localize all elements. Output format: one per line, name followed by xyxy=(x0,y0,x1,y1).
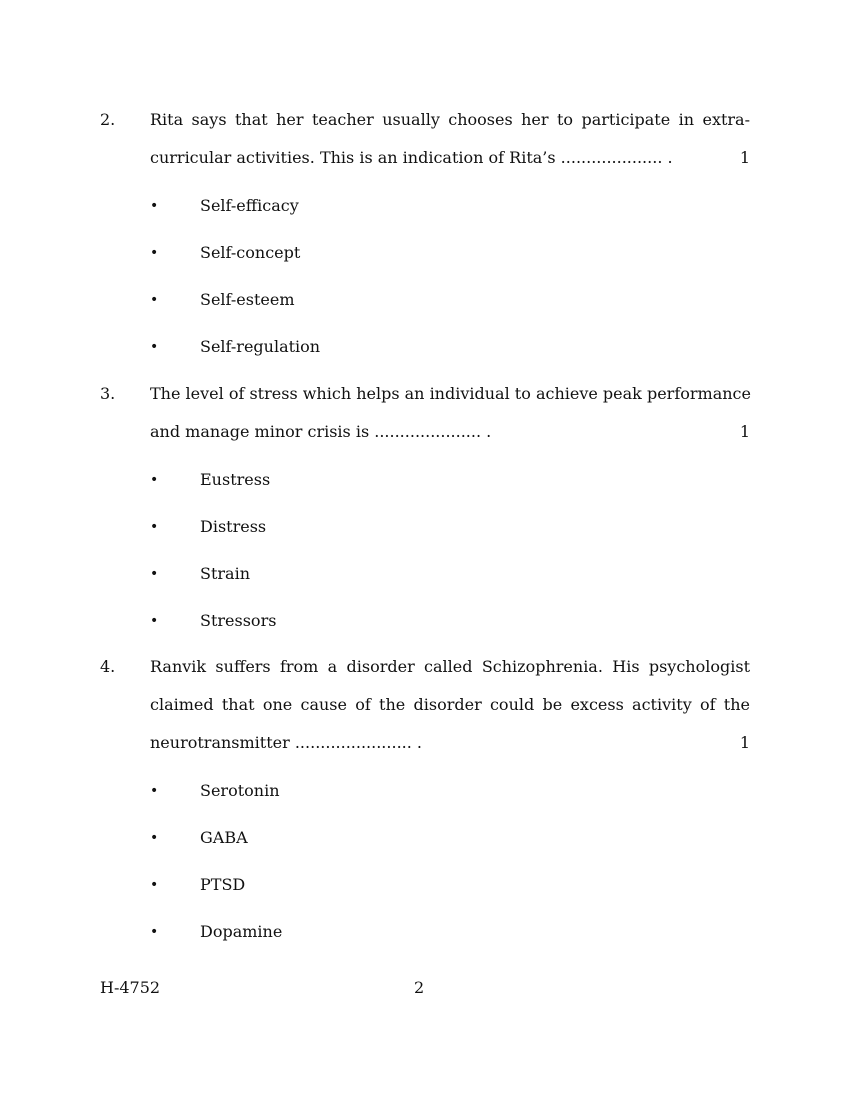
option-item xyxy=(100,243,750,290)
bullet-icon: • xyxy=(150,245,159,261)
question-4 xyxy=(100,657,750,969)
question-line xyxy=(100,384,750,422)
question-line xyxy=(100,695,750,733)
option-item xyxy=(100,875,750,922)
question-2 xyxy=(100,110,750,384)
option-label: Dopamine xyxy=(200,922,283,941)
option-label: PTSD xyxy=(200,875,246,894)
option-item xyxy=(100,922,750,969)
bullet-icon: • xyxy=(150,924,159,940)
bullet-icon: • xyxy=(150,830,159,846)
question-number: 4. xyxy=(100,657,116,676)
question-text-line: Ranvik suffers from a disorder called Schizophrenia. His psychologist xyxy=(150,657,750,676)
question-line xyxy=(100,733,750,771)
option-label: Self-regulation xyxy=(200,337,321,356)
option-label: Stressors xyxy=(200,611,277,630)
option-label: Serotonin xyxy=(200,781,280,800)
bullet-icon: • xyxy=(150,198,159,214)
bullet-icon: • xyxy=(150,566,159,582)
option-label: Eustress xyxy=(200,470,271,489)
options-list xyxy=(100,781,750,969)
option-label: Self-concept xyxy=(200,243,301,262)
question-line xyxy=(100,110,750,148)
page-number: 2 xyxy=(414,978,425,997)
question-marks: 1 xyxy=(739,422,750,441)
options-list xyxy=(100,470,750,658)
question-number: 3. xyxy=(100,384,116,403)
option-item xyxy=(100,564,750,611)
bullet-icon: • xyxy=(150,472,159,488)
option-item xyxy=(100,290,750,337)
question-text-line: Rita says that her teacher usually chooses her to participate in extra- xyxy=(150,110,750,129)
option-item xyxy=(100,781,750,828)
question-marks: 1 xyxy=(739,148,750,167)
bullet-icon: • xyxy=(150,613,159,629)
option-item xyxy=(100,517,750,564)
option-label: Strain xyxy=(200,564,250,583)
question-text-line: curricular activities. This is an indication of Rita’s .................... . xyxy=(150,148,673,167)
option-label: Distress xyxy=(200,517,267,536)
bullet-icon: • xyxy=(150,877,159,893)
option-item xyxy=(100,611,750,658)
option-label: GABA xyxy=(200,828,248,847)
question-text-line: claimed that one cause of the disorder could be excess activity of the xyxy=(150,695,750,714)
question-marks: 1 xyxy=(739,733,750,752)
question-text-line: and manage minor crisis is ..................... . xyxy=(150,422,492,441)
bullet-icon: • xyxy=(150,292,159,308)
question-line xyxy=(100,657,750,695)
options-list xyxy=(100,196,750,384)
option-item xyxy=(100,828,750,875)
question-3 xyxy=(100,384,750,658)
question-line xyxy=(100,422,750,460)
question-line xyxy=(100,148,750,186)
bullet-icon: • xyxy=(150,339,159,355)
option-label: Self-efficacy xyxy=(200,196,299,215)
question-text-line: neurotransmitter ....................... . xyxy=(150,733,422,752)
option-item xyxy=(100,470,750,517)
question-text-line: The level of stress which helps an individual to achieve peak performance xyxy=(150,384,751,403)
question-number: 2. xyxy=(100,110,116,129)
option-item xyxy=(100,196,750,243)
bullet-icon: • xyxy=(150,519,159,535)
option-item xyxy=(100,337,750,384)
bullet-icon: • xyxy=(150,783,159,799)
option-label: Self-esteem xyxy=(200,290,295,309)
paper-code: H-4752 xyxy=(100,978,161,997)
